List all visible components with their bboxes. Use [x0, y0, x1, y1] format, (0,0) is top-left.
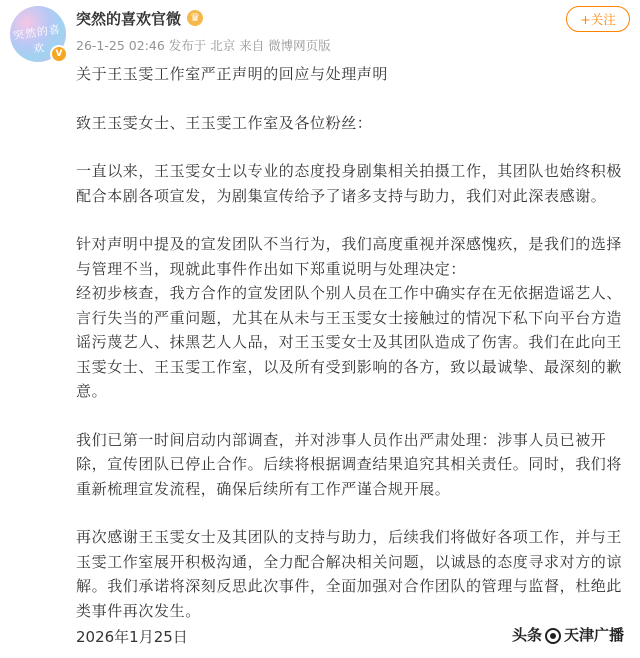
post-paragraph: 致王玉雯女士、王玉雯工作室及各位粉丝： — [76, 113, 373, 132]
watermark-suffix: 天津广播 — [564, 626, 625, 644]
post-title: 关于王玉雯工作室严正声明的回应与处理声明 — [76, 65, 389, 83]
username[interactable]: 突然的喜欢官微 — [76, 10, 182, 28]
post-meta: 26-1-25 02:46 发布于 北京 来自 微博网页版 — [76, 38, 331, 53]
verified-badge-icon: V — [50, 45, 68, 63]
follow-button[interactable]: +关注 — [566, 6, 630, 32]
at-icon — [545, 628, 561, 644]
post-paragraph: 针对声明中提及的宣发团队不当行为，我们高度重视并深感愧疚，是我们的选择与管理不当，现就此事件作出如下郑重说明与处理决定： — [76, 235, 623, 278]
post-content — [76, 62, 632, 623]
post-date: 2026年1月25日 — [76, 628, 188, 646]
watermark-prefix: 头条 — [512, 626, 543, 644]
fan-badge-icon[interactable]: ♛ — [187, 10, 203, 26]
watermark — [512, 624, 624, 645]
post-paragraph: 我们已第一时间启动内部调查，并对涉事人员作出严肃处理：涉事人员已被开除，宣传团队已停止合作。后续将根据调查结果追究其相关责任。同时，我们将重新梳理宣发流程，确保后续所有工作严谨合规开展。 — [76, 430, 623, 498]
post-paragraph: 再次感谢王玉雯女士及其团队的支持与助力，后续我们将做好各项工作，并与王玉雯工作室展开积极沟通，全力配合解决相关问题，以诚恳的态度寻求对方的谅解。我们承诺将深刻反思此次事件，全面加强对合作团队的管理与监督，杜绝此类事件再次发生。 — [76, 528, 623, 620]
avatar-logo-text: 突然的喜欢 — [12, 22, 62, 56]
post-paragraph: 经初步核查，我方合作的宣发团队个别人员在工作中确实存在无依据造谣艺人、言行失当的严重问题，尤其在从未与王玉雯女士接触过的情况下私下向平台方造谣污蔑艺人、抹黑艺人人品，对王玉雯女士及其团队造成了伤害。我们在此向王玉雯女士、王玉雯工作室，以及所有受到影响的各方，致以最诚挚、最深刻的歉意。 — [76, 284, 623, 400]
post-paragraph: 一直以来，王玉雯女士以专业的态度投身剧集相关拍摄工作，其团队也始终积极配合本剧各项宣发，为剧集宣传给予了诸多支持与助力，我们对此深表感谢。 — [76, 162, 623, 205]
